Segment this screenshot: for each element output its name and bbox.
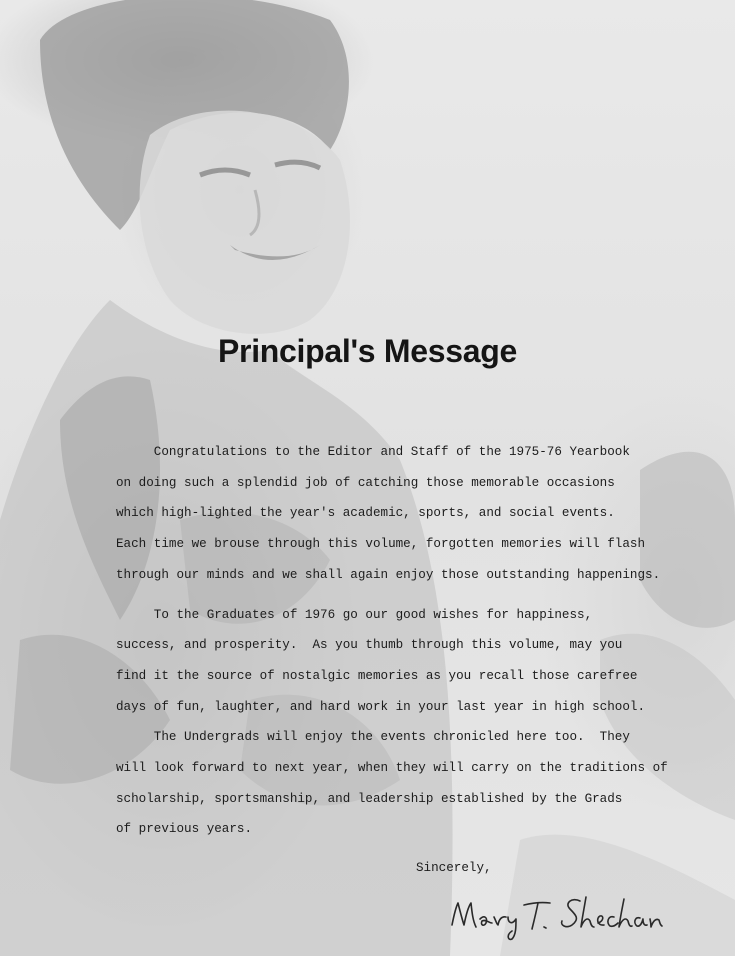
text-line: find it the source of nostalgic memories as you recall those carefree: [116, 668, 638, 683]
text-line: days of fun, laughter, and hard work in your last year in high school.: [116, 699, 646, 714]
text-line: To the Graduates of 1976 go our good wishes for happiness,: [116, 607, 593, 622]
text-line: scholarship, sportsmanship, and leadership established by the Grads: [116, 791, 623, 806]
text-line: of previous years.: [116, 822, 253, 837]
message-body: [116, 437, 676, 845]
text-line: Each time we brouse through this volume, forgotten memories will flash: [116, 537, 646, 552]
text-line: will look forward to next year, when they will carry on the traditions of: [116, 761, 668, 776]
paragraph-2: [116, 600, 676, 846]
handwritten-signature: [440, 885, 670, 945]
text-line: which high-lighted the year's academic, sports, and social events.: [116, 506, 615, 521]
text-line: Congratulations to the Editor and Staff of the 1975-76 Yearbook: [116, 445, 630, 459]
text-line: The Undergrads will enjoy the events chronicled here too. They: [116, 730, 630, 745]
text-line: through our minds and we shall again enjoy those outstanding happenings.: [116, 567, 661, 582]
text-line: success, and prosperity. As you thumb through this volume, may you: [116, 638, 623, 653]
text-line: on doing such a splendid job of catching those memorable occasions: [116, 475, 615, 490]
page-title: Principal's Message: [218, 333, 517, 369]
paragraph-1: [116, 437, 676, 591]
closing-salutation: Sincerely,: [416, 861, 492, 875]
paragraph-spacer: [116, 591, 676, 600]
